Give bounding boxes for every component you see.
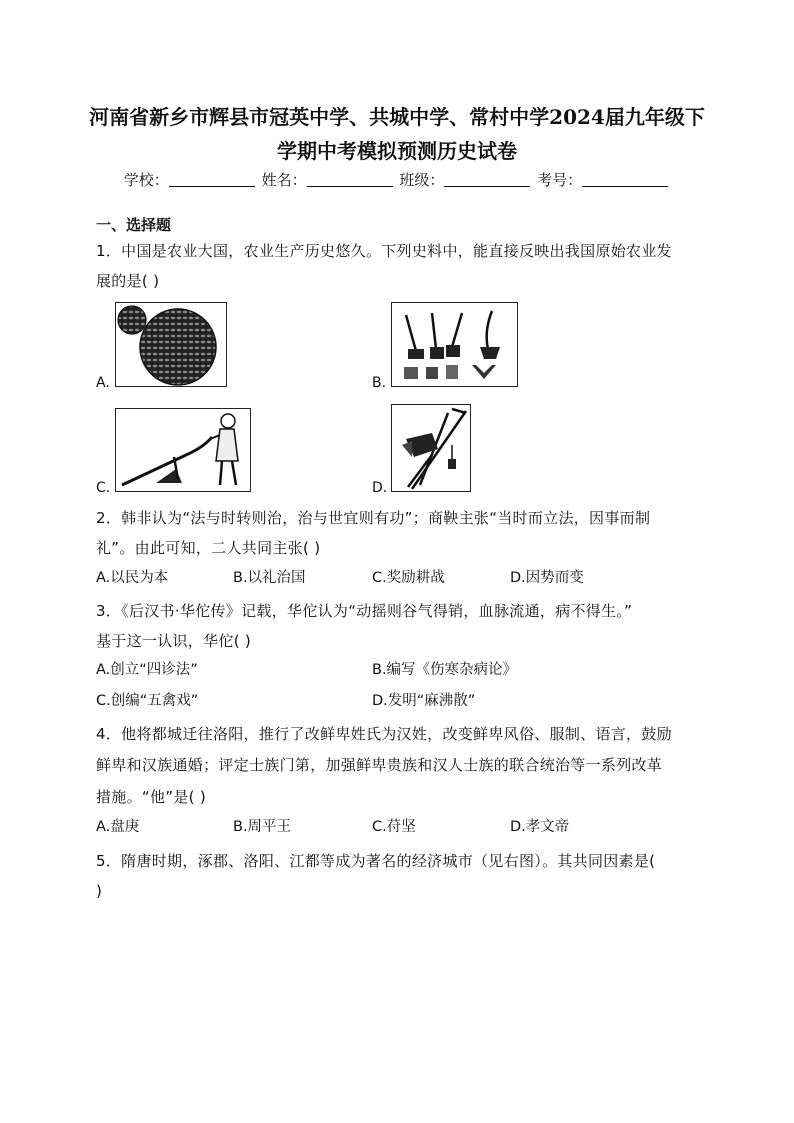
q2-option-c[interactable]: C.奖励耕战 (372, 570, 445, 586)
class-field[interactable] (444, 170, 530, 187)
q4-option-a[interactable]: A.盘庚 (96, 819, 140, 835)
q4-option-d[interactable]: D.孝文帝 (510, 819, 570, 835)
q3-stem-line2: 基于这一认识，华佗( ) (96, 632, 252, 650)
q1-option-d-label: D. (372, 480, 388, 496)
q3-option-d[interactable]: D.发明“麻沸散” (372, 693, 476, 709)
number-label: 考号： (537, 171, 583, 189)
q2-option-a[interactable]: A.以民为本 (96, 570, 169, 586)
q1-option-c-label: C. (96, 480, 111, 496)
q1-option-b-label: B. (372, 375, 387, 391)
school-label: 学校： (123, 171, 169, 189)
exam-title-line1: 河南省新乡市辉县市冠英中学、共城中学、常村中学2024届九年级下 (89, 105, 705, 129)
man-with-curved-plow-icon (115, 408, 251, 492)
name-label: 姓名： (261, 171, 307, 189)
q4-stem-line2: 鲜卑和汉族通婚；评定士族门第，加强鲜卑贵族和汉人士族的联合统治等一系列改革 (96, 756, 663, 774)
q1-option-a-label: A. (96, 375, 110, 391)
q3-option-b[interactable]: B.编写《伤寒杂病论》 (372, 662, 518, 678)
wooden-seed-drill-icon (391, 404, 471, 492)
q2-stem-line1: 2．韩非认为“法与时转则治，治与世宜则有功”；商鞅主张“当时而立法，因事而制 (96, 509, 651, 527)
q4-stem-line1: 4．他将都城迁往洛阳，推行了改鲜卑姓氏为汉姓，改变鲜卑风俗、服制、语言，鼓励 (96, 725, 672, 743)
q3-stem-line1: 3．《后汉书·华佗传》记载，华佗认为“动摇则谷气得销，血脉流通，病不得生。” (96, 602, 633, 620)
q3-option-a[interactable]: A.创立“四诊法” (96, 662, 198, 678)
q2-stem-line2: 礼”。由此可知，二人共同主张( ) (96, 539, 321, 557)
q5-stem-line1: 5．隋唐时期，涿郡、洛阳、江都等成为著名的经济城市（见右图）。其共同因素是( (96, 852, 656, 870)
q1-stem-line2: 展的是( ) (96, 272, 160, 290)
q3-option-c[interactable]: C.创编“五禽戏” (96, 693, 199, 709)
carbonized-rice-grains-icon (115, 302, 227, 387)
name-field[interactable] (307, 170, 393, 187)
q4-option-b[interactable]: B.周平王 (233, 819, 292, 835)
q2-option-d[interactable]: D.因势而变 (510, 570, 584, 586)
class-label: 班级： (399, 171, 445, 189)
school-field[interactable] (169, 170, 255, 187)
q2-option-b[interactable]: B.以礼治国 (233, 570, 306, 586)
section-heading: 一、选择题 (96, 216, 172, 234)
exam-title-line2: 学期中考模拟预测历史试卷 (277, 139, 517, 163)
q4-stem-line3: 措施。“他”是( ) (96, 788, 207, 806)
q4-option-c[interactable]: C.苻坚 (372, 819, 416, 835)
number-field[interactable] (582, 170, 668, 187)
q1-stem-line1: 1．中国是农业大国，农业生产历史悠久。下列史料中，能直接反映出我国原始农业发 (96, 242, 672, 260)
q5-stem-line2: ) (96, 882, 103, 900)
student-info-row (0, 168, 794, 192)
stone-farming-tools-icon (391, 302, 518, 387)
